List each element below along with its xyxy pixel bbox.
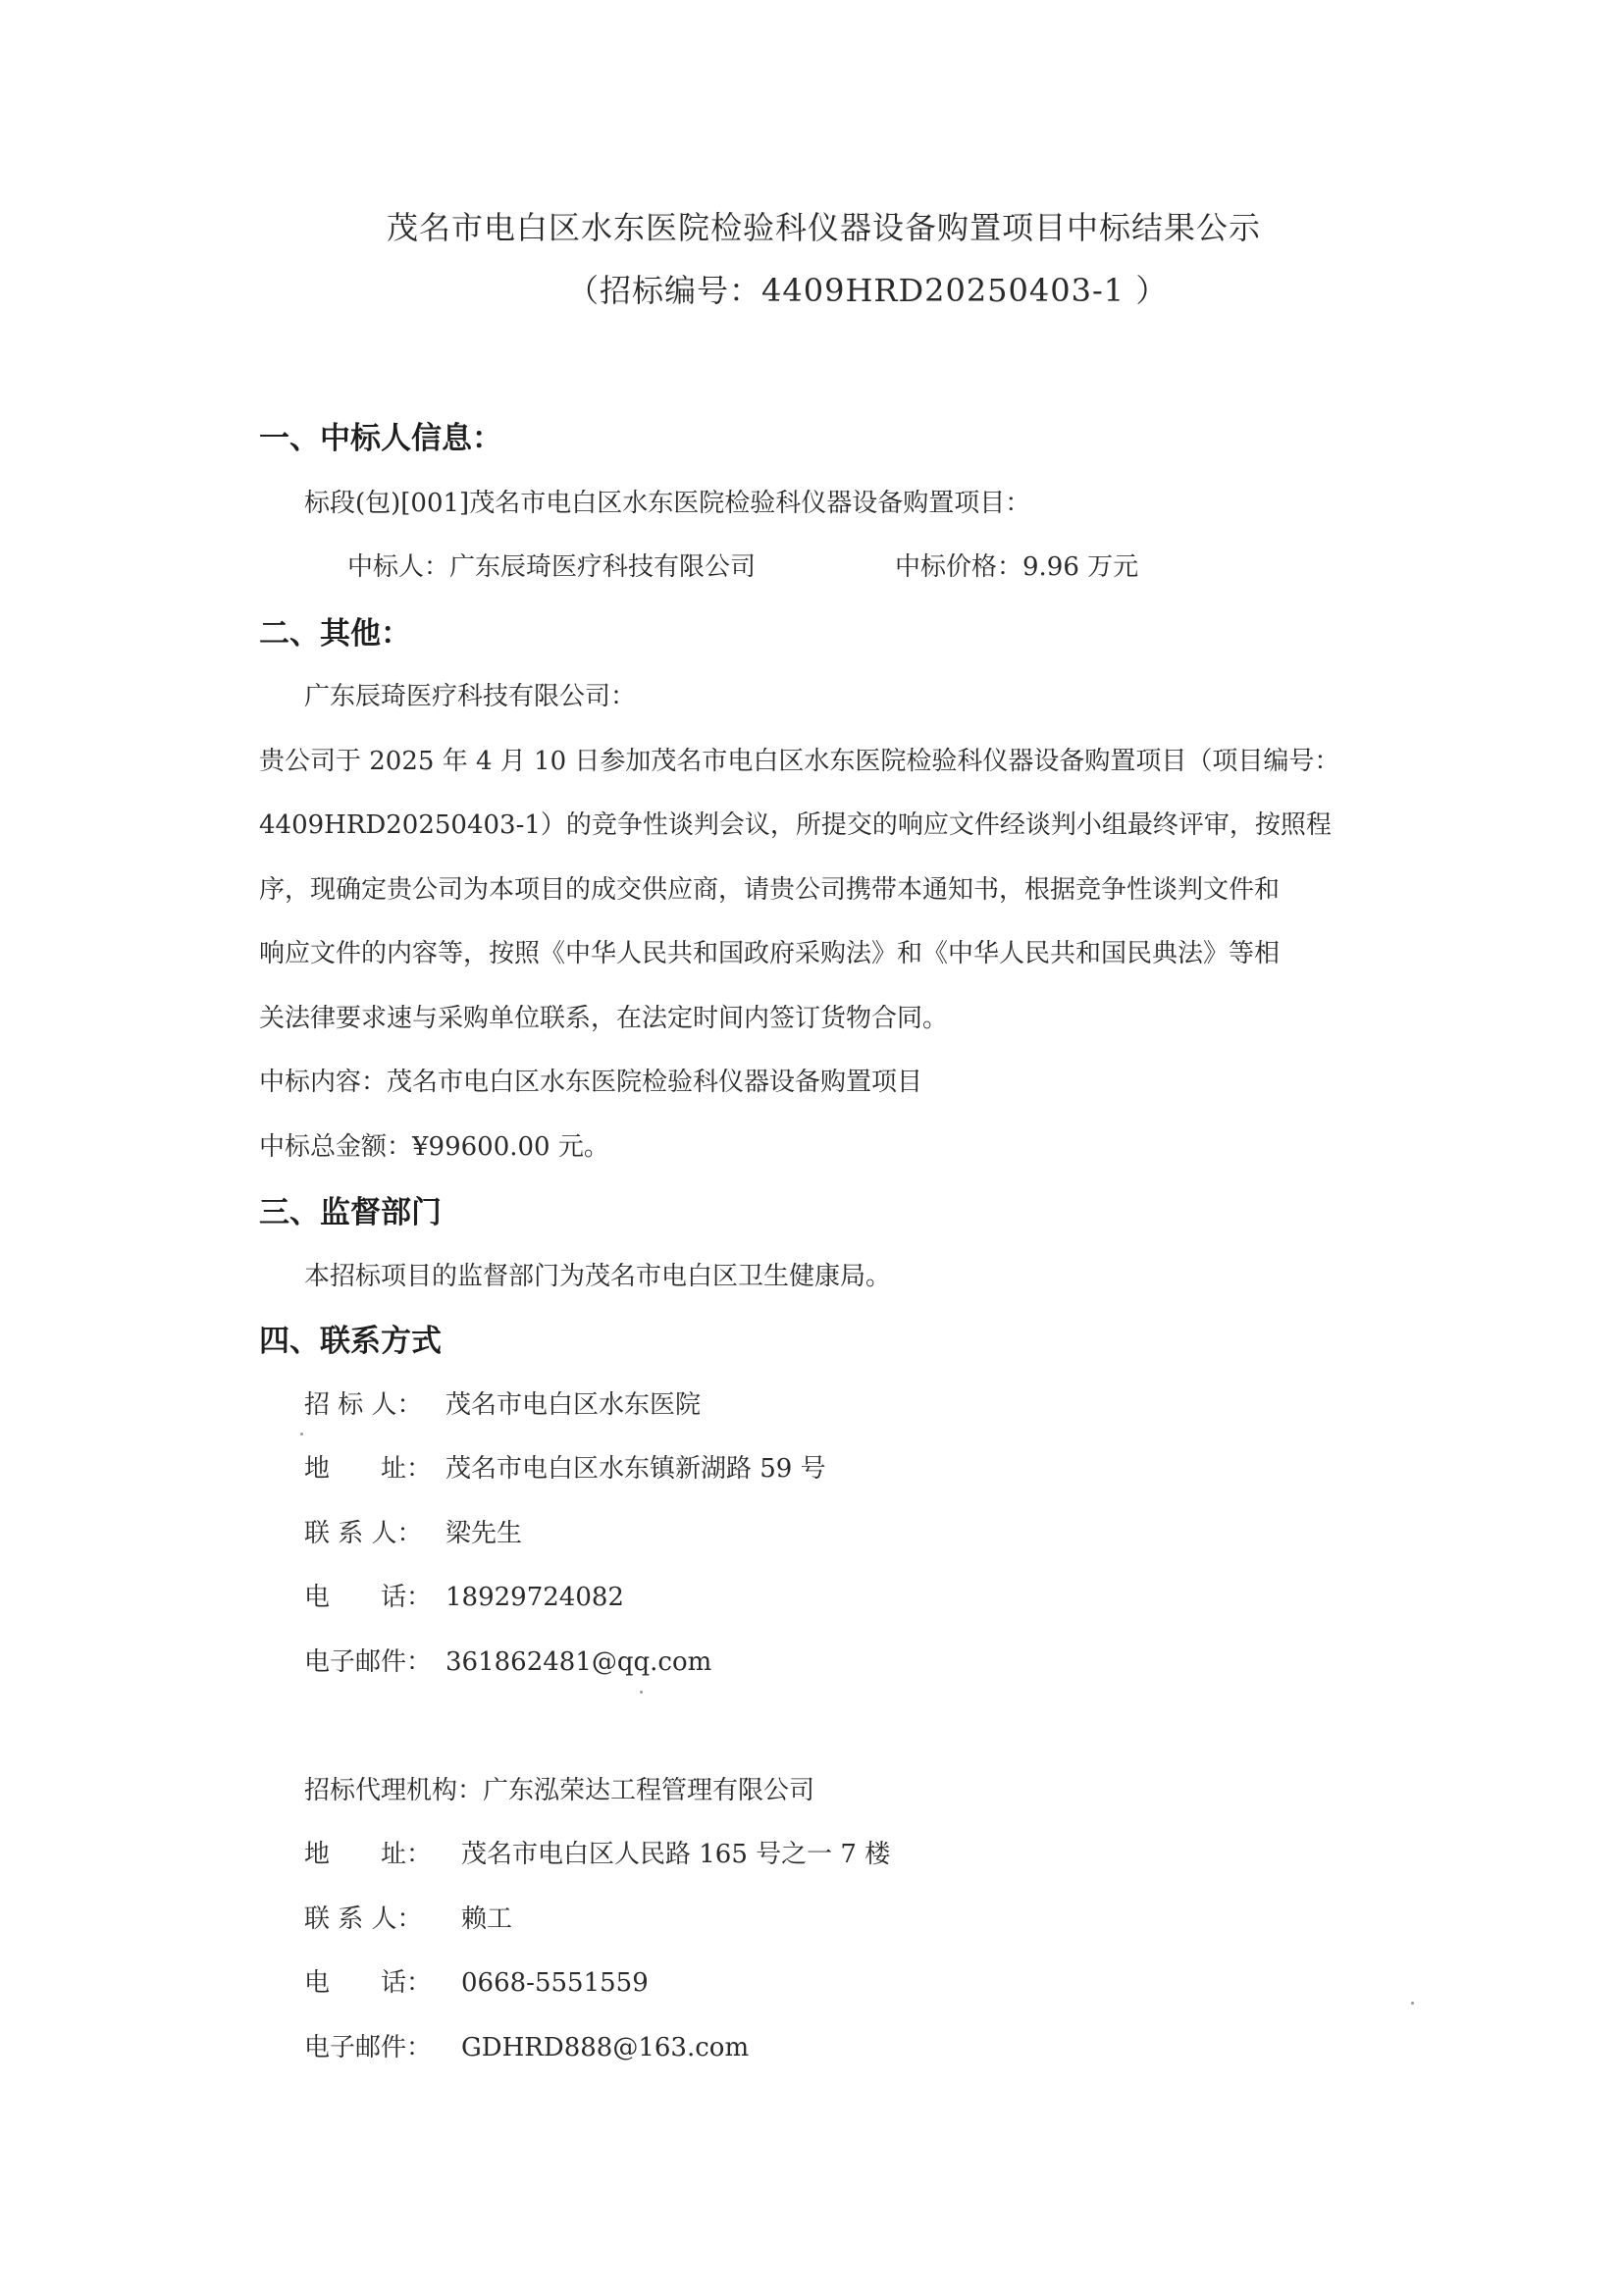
contact-value: 0668-5551559 [461, 1968, 649, 1998]
contact-label: 地 址： [304, 1840, 433, 1869]
contact-label: 地 址： [304, 1454, 433, 1484]
agency-row [304, 1906, 512, 1932]
contact-value: 茂名市电白区水东镇新湖路 59 号 [445, 1454, 826, 1484]
contact-label: 电 话： [304, 1968, 433, 1998]
contact-value: 茂名市电白区人民路 165 号之一 7 楼 [461, 1840, 891, 1869]
contact-label: 电子邮件： [304, 2033, 433, 2062]
winner-name: 中标人：广东辰琦医疗科技有限公司 [347, 552, 757, 582]
tenderer-row [304, 1649, 711, 1675]
contact-label: 电 话： [304, 1583, 433, 1612]
contact-value: 18929724082 [445, 1583, 624, 1612]
award-content: 中标内容：茂名市电白区水东医院检验科仪器设备购置项目 [259, 1068, 923, 1097]
lot-line: 标段(包)[001]茂名市电白区水东医院检验科仪器设备购置项目： [304, 489, 1031, 518]
agency-row [304, 1778, 814, 1803]
contact-value: 梁先生 [445, 1519, 523, 1548]
scan-speck [640, 1691, 643, 1694]
contact-label: 招 标 人： [304, 1390, 423, 1420]
contact-value: 赖工 [461, 1905, 513, 1934]
notice-body-line: 关法律要求速与采购单位联系，在法定时间内签订货物合同。 [259, 1004, 949, 1033]
scan-speck [300, 1433, 303, 1435]
agency-row [304, 1970, 649, 1996]
tenderer-row [304, 1392, 701, 1418]
agency-row [304, 2035, 749, 2061]
tenderer-row [304, 1456, 826, 1482]
tenderer-row [304, 1521, 522, 1546]
contact-value: 361862481@qq.com [445, 1647, 712, 1677]
contact-label: 联 系 人： [304, 1905, 423, 1934]
notice-body-line: 4409HRD20250403-1）的竞争性谈判会议，所提交的响应文件经谈判小组最终评审，按照程 [259, 810, 1332, 840]
contact-value: GDHRD888@163.com [461, 2033, 750, 2062]
scan-speck [1411, 2002, 1414, 2005]
winning-price: 中标价格：9.96 万元 [895, 552, 1139, 582]
supervision-text: 本招标项目的监督部门为茂名市电白区卫生健康局。 [304, 1262, 892, 1291]
contact-label: 招标代理机构： [304, 1776, 484, 1805]
tender-number: （招标编号：4409HRD20250403-1 ） [567, 272, 1169, 309]
notice-body-line: 响应文件的内容等，按照《中华人民共和国政府采购法》和《中华人民共和国民典法》等相 [259, 939, 1281, 968]
contact-value: 茂名市电白区水东医院 [445, 1390, 702, 1420]
notice-body-line: 序，现确定贵公司为本项目的成交供应商，请贵公司携带本通知书，根据竞争性谈判文件和 [259, 875, 1281, 905]
contact-value: 广东泓荣达工程管理有限公司 [483, 1776, 815, 1805]
tenderer-row [304, 1585, 624, 1610]
contact-label: 联 系 人： [304, 1519, 423, 1548]
section-heading-other: 二、其他： [259, 616, 411, 652]
document-title: 茂名市电白区水东医院检验科仪器设备购置项目中标结果公示 [387, 209, 1262, 246]
contact-label: 电子邮件： [304, 1647, 433, 1677]
section-heading-winner-info: 一、中标人信息： [259, 421, 502, 456]
notice-body-line: 贵公司于 2025 年 4 月 10 日参加茂名市电白区水东医院检验科仪器设备购置项目（项目编号： [259, 747, 1340, 776]
section-heading-supervision: 三、监督部门 [259, 1195, 442, 1230]
award-total-amount: 中标总金额：¥99600.00 元。 [259, 1132, 609, 1162]
addressee: 广东辰琦医疗科技有限公司： [304, 682, 637, 711]
section-heading-contact: 四、联系方式 [259, 1324, 442, 1359]
agency-row [304, 1842, 890, 1867]
